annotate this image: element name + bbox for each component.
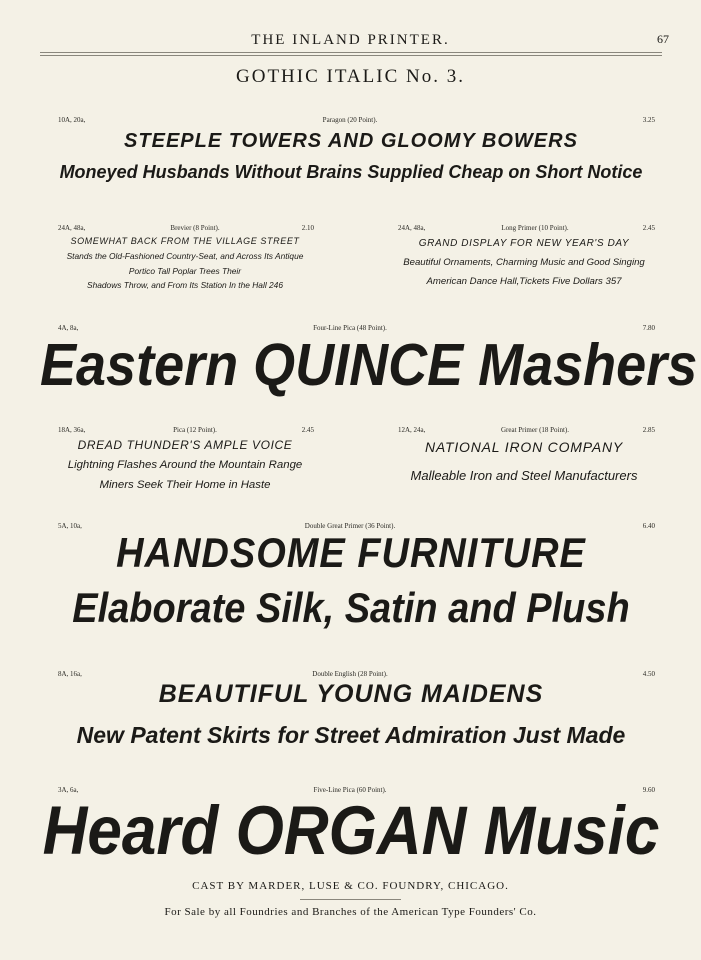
page-number: 67 — [657, 32, 669, 46]
price-label: 2.45 — [301, 426, 314, 434]
quantity-label: 12A, 24a, — [398, 426, 426, 434]
price-label: 7.80 — [642, 324, 655, 332]
quantity-label: 4A, 8a, — [58, 324, 79, 332]
specimen-line: Portico Tall Poplar Trees Their — [128, 266, 242, 276]
price-label: 2.85 — [642, 426, 655, 434]
specimen-line: Heard ORGAN Music — [42, 793, 660, 870]
specimen-line: Moneyed Husbands Without Brains Supplied Cheap on Short Notice — [59, 162, 643, 182]
size-label: Double Great Primer (36 Point). — [304, 522, 396, 530]
price-label: 6.40 — [642, 522, 655, 530]
footer-sale-notice: For Sale by all Foundries and Branches of the American Type Founders' Co. — [164, 906, 537, 918]
specimen-line: Stands the Old-Fashioned Country-Seat, and Across Its Antique — [66, 251, 304, 261]
quantity-label: 10A, 20a, — [58, 116, 86, 124]
quantity-label: 8A, 16a, — [58, 670, 82, 678]
size-label: Long Primer (10 Point). — [501, 224, 569, 232]
size-label: Double English (28 Point). — [312, 670, 388, 678]
specimen-line: DREAD THUNDER'S AMPLE VOICE — [77, 438, 293, 452]
quantity-label: 24A, 48a, — [58, 224, 86, 232]
size-label: Five-Line Pica (60 Point). — [313, 786, 387, 794]
price-label: 3.25 — [642, 116, 655, 124]
quantity-label: 5A, 10a, — [58, 522, 82, 530]
quantity-label: 24A, 48a, — [398, 224, 426, 232]
price-label: 2.10 — [301, 224, 314, 232]
specimen-line: NATIONAL IRON COMPANY — [424, 439, 624, 455]
specimen-line: Miners Seek Their Home in Haste — [99, 479, 271, 491]
running-header: THE INLAND PRINTER. — [251, 32, 450, 48]
header-rule — [40, 52, 662, 53]
specimen-line: Malleable Iron and Steel Manufacturers — [410, 468, 638, 483]
specimen-line: Beautiful Ornaments, Charming Music and Good Singing — [403, 257, 645, 268]
price-label: 2.45 — [642, 224, 655, 232]
price-label: 9.60 — [642, 786, 655, 794]
specimen-line: New Patent Skirts for Street Admiration Just Made — [76, 722, 626, 748]
specimen-line: HANDSOME FURNITURE — [116, 530, 586, 578]
size-label: Great Primer (18 Point). — [500, 426, 570, 434]
page-heading: GOTHIC ITALIC No. 3. — [236, 66, 465, 87]
specimen-line: Shadows Throw, and From Its Station In the Hall 246 — [87, 280, 283, 290]
specimen-line: Lightning Flashes Around the Mountain Range — [67, 459, 303, 471]
price-label: 4.50 — [642, 670, 655, 678]
size-label: Brevier (8 Point). — [170, 224, 220, 232]
specimen-line: BEAUTIFUL YOUNG MAIDENS — [158, 680, 544, 708]
quantity-label: 18A, 36a, — [58, 426, 86, 434]
quantity-label: 3A, 6a, — [58, 786, 79, 794]
header-rule-2 — [40, 55, 662, 56]
size-label: Pica (12 Point). — [173, 426, 217, 434]
specimen-line: GRAND DISPLAY FOR NEW YEAR'S DAY — [418, 238, 630, 249]
footer-rule — [300, 899, 401, 900]
specimen-line: Eastern QUINCE Mashers — [40, 332, 698, 398]
footer-foundry-credit: CAST BY MARDER, LUSE & CO. FOUNDRY, CHICAGO. — [192, 880, 509, 892]
specimen-line: Elaborate Silk, Satin and Plush — [72, 585, 630, 633]
size-label: Paragon (20 Point). — [322, 116, 378, 124]
size-label: Four-Line Pica (48 Point). — [313, 324, 387, 332]
specimen-line: STEEPLE TOWERS AND GLOOMY BOWERS — [124, 130, 578, 152]
specimen-line: American Dance Hall,Tickets Five Dollars 357 — [426, 276, 622, 287]
specimen-line: SOMEWHAT BACK FROM THE VILLAGE STREET — [70, 236, 300, 246]
